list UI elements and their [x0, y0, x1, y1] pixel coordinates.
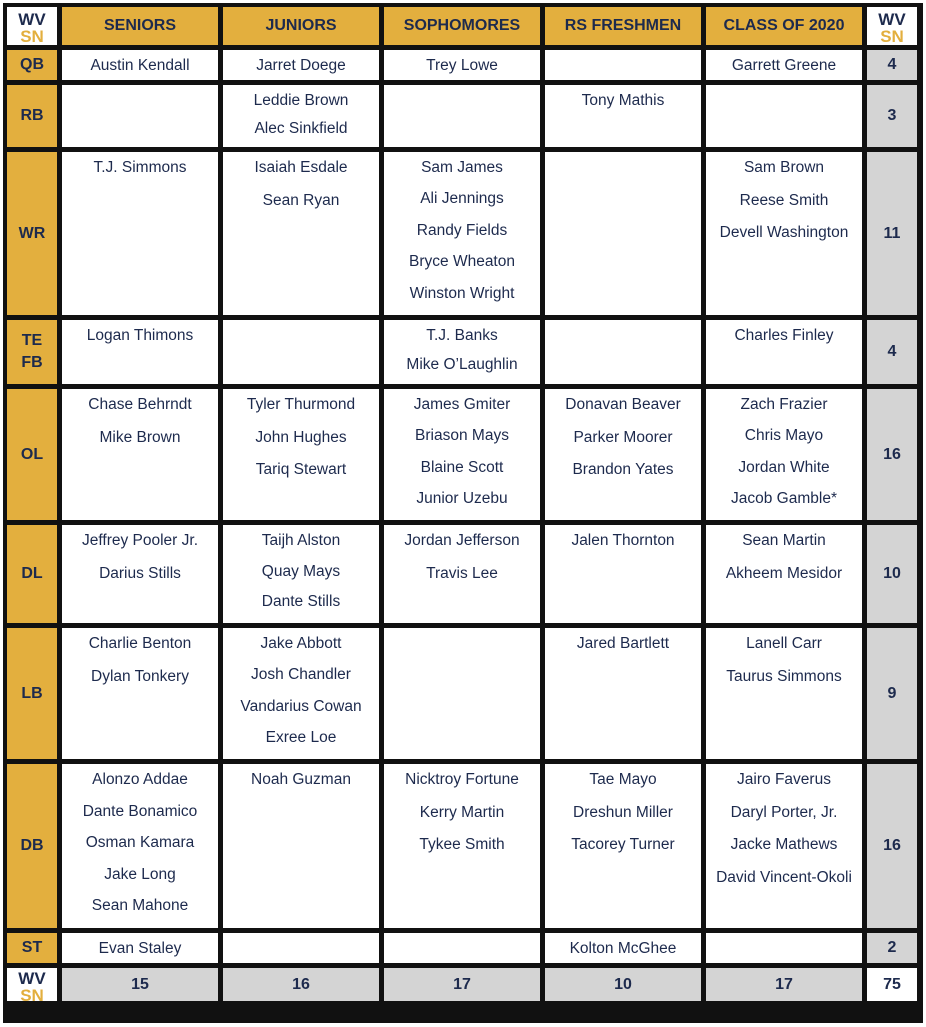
player-cell	[62, 933, 218, 963]
player-cell	[706, 85, 862, 147]
player-cell	[545, 320, 701, 384]
player-name: Dante Bonamico	[82, 802, 198, 820]
player-cell	[62, 50, 218, 80]
player-cell	[62, 85, 218, 147]
player-name: Akheem Mesidor	[725, 564, 843, 582]
player-cell	[223, 50, 379, 80]
player-name: Evan Staley	[98, 940, 182, 957]
player-cell	[545, 764, 701, 928]
logo-top-right	[867, 7, 917, 45]
player-cell	[384, 50, 540, 80]
column-header: SENIORS	[62, 7, 218, 45]
player-name: Ali Jennings	[420, 190, 504, 208]
player-name: Parker Moorer	[573, 428, 673, 446]
player-name: James Gmiter	[413, 396, 511, 413]
column-total: 17	[706, 968, 862, 1001]
position-label: DB	[7, 764, 57, 928]
player-name: Isaiah Esdale	[254, 159, 348, 176]
player-name: Tariq Stewart	[255, 461, 347, 479]
player-name: Donavan Beaver	[565, 396, 681, 413]
player-name: Randy Fields	[416, 221, 508, 239]
logo-top-text: WV	[878, 10, 906, 29]
player-name: Junior Uzebu	[416, 489, 508, 507]
player-cell	[384, 933, 540, 963]
position-total: 16	[867, 389, 917, 520]
column-header: CLASS OF 2020	[706, 7, 862, 45]
player-cell	[62, 628, 218, 759]
position-label: LB	[7, 628, 57, 759]
player-name: T.J. Simmons	[93, 159, 187, 176]
player-cell	[384, 628, 540, 759]
player-cell	[223, 933, 379, 963]
player-name: Chase Behrndt	[88, 396, 192, 413]
logo-bottom-text: SN	[20, 27, 44, 44]
player-cell	[545, 152, 701, 315]
player-name: Jacob Gamble*	[731, 489, 837, 507]
player-name: Jake Long	[104, 865, 176, 883]
player-name: Sean Martin	[742, 532, 826, 549]
logo-top-text: WV	[18, 968, 46, 988]
player-name: Chris Mayo	[744, 427, 824, 445]
player-cell	[62, 389, 218, 520]
player-cell	[706, 50, 862, 80]
player-name: Blaine Scott	[420, 458, 504, 476]
player-cell	[545, 389, 701, 520]
position-label: TE FB	[7, 320, 57, 384]
player-name: David Vincent-Okoli	[716, 869, 852, 887]
player-cell	[706, 628, 862, 759]
player-cell	[223, 320, 379, 384]
column-total: 15	[62, 968, 218, 1001]
position-total: 4	[867, 50, 917, 80]
player-cell	[706, 764, 862, 928]
player-name: Brandon Yates	[572, 461, 674, 479]
position-total: 9	[867, 628, 917, 759]
position-label: QB	[7, 50, 57, 80]
column-header: JUNIORS	[223, 7, 379, 45]
player-name: Josh Chandler	[251, 666, 351, 684]
player-name: Jared Bartlett	[576, 635, 670, 652]
player-name: Sean Mahone	[91, 897, 189, 915]
position-label: ST	[7, 933, 57, 963]
player-name: Austin Kendall	[90, 57, 190, 74]
player-cell	[223, 152, 379, 315]
position-total: 10	[867, 525, 917, 623]
player-name: Trey Lowe	[426, 57, 498, 74]
player-name: Dreshun Miller	[573, 803, 673, 821]
position-label: WR	[7, 152, 57, 315]
wvsn-logo-icon	[12, 967, 52, 1003]
player-name: Exree Loe	[265, 728, 337, 746]
player-name: Tykee Smith	[419, 836, 505, 854]
player-cell	[706, 320, 862, 384]
player-name: Daryl Porter, Jr.	[730, 803, 838, 821]
player-name: Lanell Carr	[746, 635, 822, 652]
player-name: T.J. Banks	[426, 327, 498, 344]
player-name: Jeffrey Pooler Jr.	[81, 532, 198, 549]
player-name: Jarret Doege	[256, 57, 346, 74]
logo-top-text: WV	[18, 10, 46, 29]
player-name: Quay Mays	[261, 562, 341, 580]
player-name: Jairo Faverus	[737, 771, 831, 788]
logo-top-left	[7, 7, 57, 45]
player-cell	[706, 933, 862, 963]
depth-chart-table	[3, 3, 923, 1023]
player-name: Sam Brown	[743, 159, 825, 176]
player-cell	[545, 933, 701, 963]
player-name: Tae Mayo	[589, 771, 657, 788]
player-cell	[706, 152, 862, 315]
player-cell	[706, 525, 862, 623]
player-name: Briason Mays	[415, 427, 509, 445]
player-name: Sam James	[421, 159, 503, 176]
wvsn-logo-icon	[872, 8, 912, 44]
position-label: DL	[7, 525, 57, 623]
player-name: Logan Thimons	[86, 327, 194, 344]
player-cell	[545, 85, 701, 147]
column-header: RS FRESHMEN	[545, 7, 701, 45]
player-name: Darius Stills	[99, 564, 181, 582]
player-cell	[384, 389, 540, 520]
player-name: Garrett Greene	[731, 57, 837, 74]
player-cell	[62, 525, 218, 623]
position-total: 3	[867, 85, 917, 147]
player-name: Reese Smith	[739, 191, 829, 209]
player-name: Noah Guzman	[251, 771, 351, 788]
wvsn-logo-icon	[12, 8, 52, 44]
position-total: 11	[867, 152, 917, 315]
logo-bottom-left	[7, 968, 57, 1001]
player-name: John Hughes	[255, 428, 347, 446]
player-cell	[62, 764, 218, 928]
position-label: OL	[7, 389, 57, 520]
player-name: Tacorey Turner	[571, 836, 675, 854]
column-total: 16	[223, 968, 379, 1001]
player-name: Charlie Benton	[88, 635, 192, 652]
player-name: Dante Stills	[261, 593, 341, 611]
player-cell	[384, 152, 540, 315]
column-total: 17	[384, 968, 540, 1001]
player-name: Kolton McGhee	[569, 940, 677, 957]
position-total: 16	[867, 764, 917, 928]
player-name: Nicktroy Fortune	[405, 771, 519, 788]
player-cell	[545, 525, 701, 623]
position-total: 4	[867, 320, 917, 384]
player-name: Jalen Thornton	[571, 532, 675, 549]
player-name: Charles Finley	[734, 327, 834, 344]
player-cell	[384, 764, 540, 928]
player-name: Mike O’Laughlin	[406, 356, 518, 373]
player-name: Jordan Jefferson	[404, 532, 520, 549]
logo-bottom-text: SN	[880, 27, 904, 44]
player-name: Kerry Martin	[419, 803, 505, 821]
player-name: Winston Wright	[409, 284, 515, 302]
player-cell	[545, 50, 701, 80]
player-cell	[384, 85, 540, 147]
player-name: Dylan Tonkery	[91, 667, 189, 685]
player-name: Jacke Mathews	[730, 836, 838, 854]
column-header: SOPHOMORES	[384, 7, 540, 45]
player-cell	[706, 389, 862, 520]
player-name: Vandarius Cowan	[240, 697, 362, 715]
player-cell	[62, 320, 218, 384]
player-name: Tyler Thurmond	[246, 396, 356, 413]
position-total: 2	[867, 933, 917, 963]
player-cell	[223, 628, 379, 759]
player-name: Alec Sinkfield	[254, 120, 348, 137]
player-name: Devell Washington	[719, 224, 849, 242]
player-name: Taijh Alston	[261, 532, 341, 549]
player-cell	[223, 389, 379, 520]
player-cell	[62, 152, 218, 315]
position-label: RB	[7, 85, 57, 147]
player-name: Mike Brown	[99, 428, 181, 446]
player-cell	[223, 85, 379, 147]
grand-total: 75	[867, 968, 917, 1001]
player-cell	[545, 628, 701, 759]
player-name: Jake Abbott	[260, 635, 342, 652]
player-name: Alonzo Addae	[92, 771, 188, 788]
player-cell	[384, 320, 540, 384]
player-name: Travis Lee	[426, 564, 498, 582]
player-cell	[223, 525, 379, 623]
player-cell	[384, 525, 540, 623]
player-name: Leddie Brown	[253, 92, 349, 109]
player-name: Jordan White	[738, 458, 830, 476]
player-name: Tony Mathis	[581, 92, 665, 109]
player-name: Taurus Simmons	[726, 667, 842, 685]
player-cell	[223, 764, 379, 928]
player-name: Bryce Wheaton	[409, 253, 515, 271]
column-total: 10	[545, 968, 701, 1001]
logo-bottom-text: SN	[20, 985, 44, 1003]
player-name: Sean Ryan	[262, 191, 340, 209]
player-name: Osman Kamara	[85, 834, 195, 852]
player-name: Zach Frazier	[740, 396, 828, 413]
